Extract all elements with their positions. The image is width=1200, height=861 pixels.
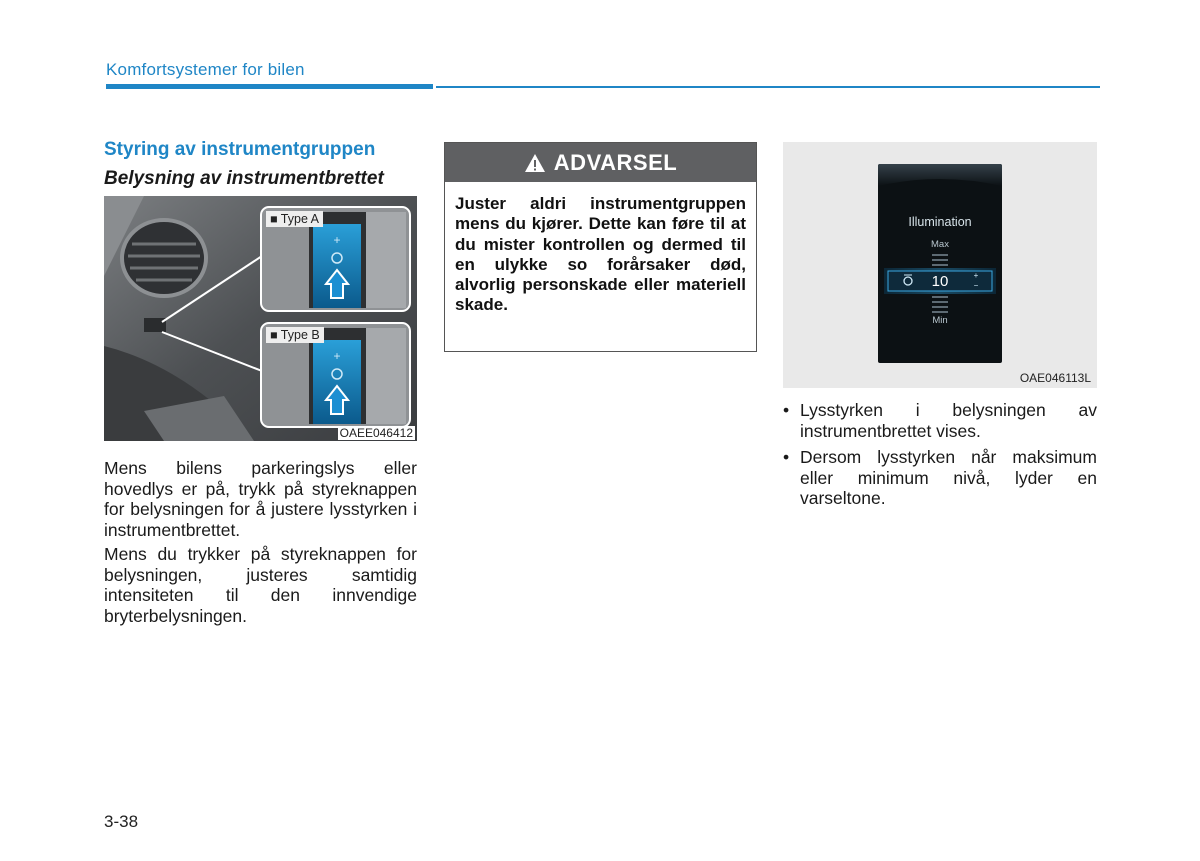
cluster-display-figure (783, 142, 1097, 388)
subsection-title: Belysning av instrumentbrettet (104, 168, 384, 189)
warning-triangle-icon (524, 153, 546, 173)
svg-text:−: − (973, 281, 979, 290)
bullet-dot: • (783, 400, 790, 420)
list-item (783, 447, 1097, 509)
bullet-text: Dersom lysstyrken når maksimum eller minimum nivå, lyder en varseltone. (800, 447, 1097, 508)
svg-text:+: + (973, 271, 979, 280)
warning-header (445, 143, 756, 182)
illumination-value: 10 (931, 273, 949, 290)
min-label: Min (932, 315, 948, 326)
figure2-code: OAE046113L (1019, 371, 1091, 385)
paragraph-2: Mens du trykker på styreknappen for belysningen, justeres samtidig intensiteten til den innvendige bryterbelysningen. (104, 544, 417, 626)
max-label: Max (931, 239, 949, 250)
dashboard-illustration (104, 196, 417, 441)
warning-text: Juster aldri instrumentgruppen mens du kjører. Dette kan føre til at du mister kontrollen og dermed til en ulykke so forårsaker død, alvorlig personskade eller materiell skade. (455, 194, 746, 315)
page-number: 3-38 (104, 812, 139, 831)
section-title: Styring av instrumentgruppen (104, 139, 376, 160)
running-header: Komfortsystemer for bilen (106, 60, 305, 79)
paragraph-1: Mens bilens parkeringslys eller hovedlys er på, trykk på styreknappen for belysningen for å justere lysstyrken i instrumentbrettet. (104, 458, 417, 540)
screen-background (878, 164, 1002, 363)
figure1-code: OAEE046412 (339, 426, 413, 440)
list-item (783, 400, 1097, 441)
svg-text:+: + (333, 233, 341, 247)
warning-box (444, 142, 757, 352)
header-rule-thin (436, 86, 1100, 88)
illumination-title: Illumination (908, 215, 972, 229)
svg-text:+: + (333, 349, 341, 363)
bullet-text: Lysstyrken i belysningen av instrumentbrettet vises. (800, 400, 1097, 441)
bullet-dot: • (783, 447, 790, 467)
warning-title: ADVARSEL (553, 149, 678, 175)
type-a-label: ■ Type A (266, 211, 323, 227)
header-rule-thick (106, 84, 433, 89)
bullet-list (783, 400, 1097, 515)
dashboard-photo (104, 196, 417, 441)
cluster-screen (878, 164, 1002, 363)
type-b-label: ■ Type B (266, 327, 324, 343)
